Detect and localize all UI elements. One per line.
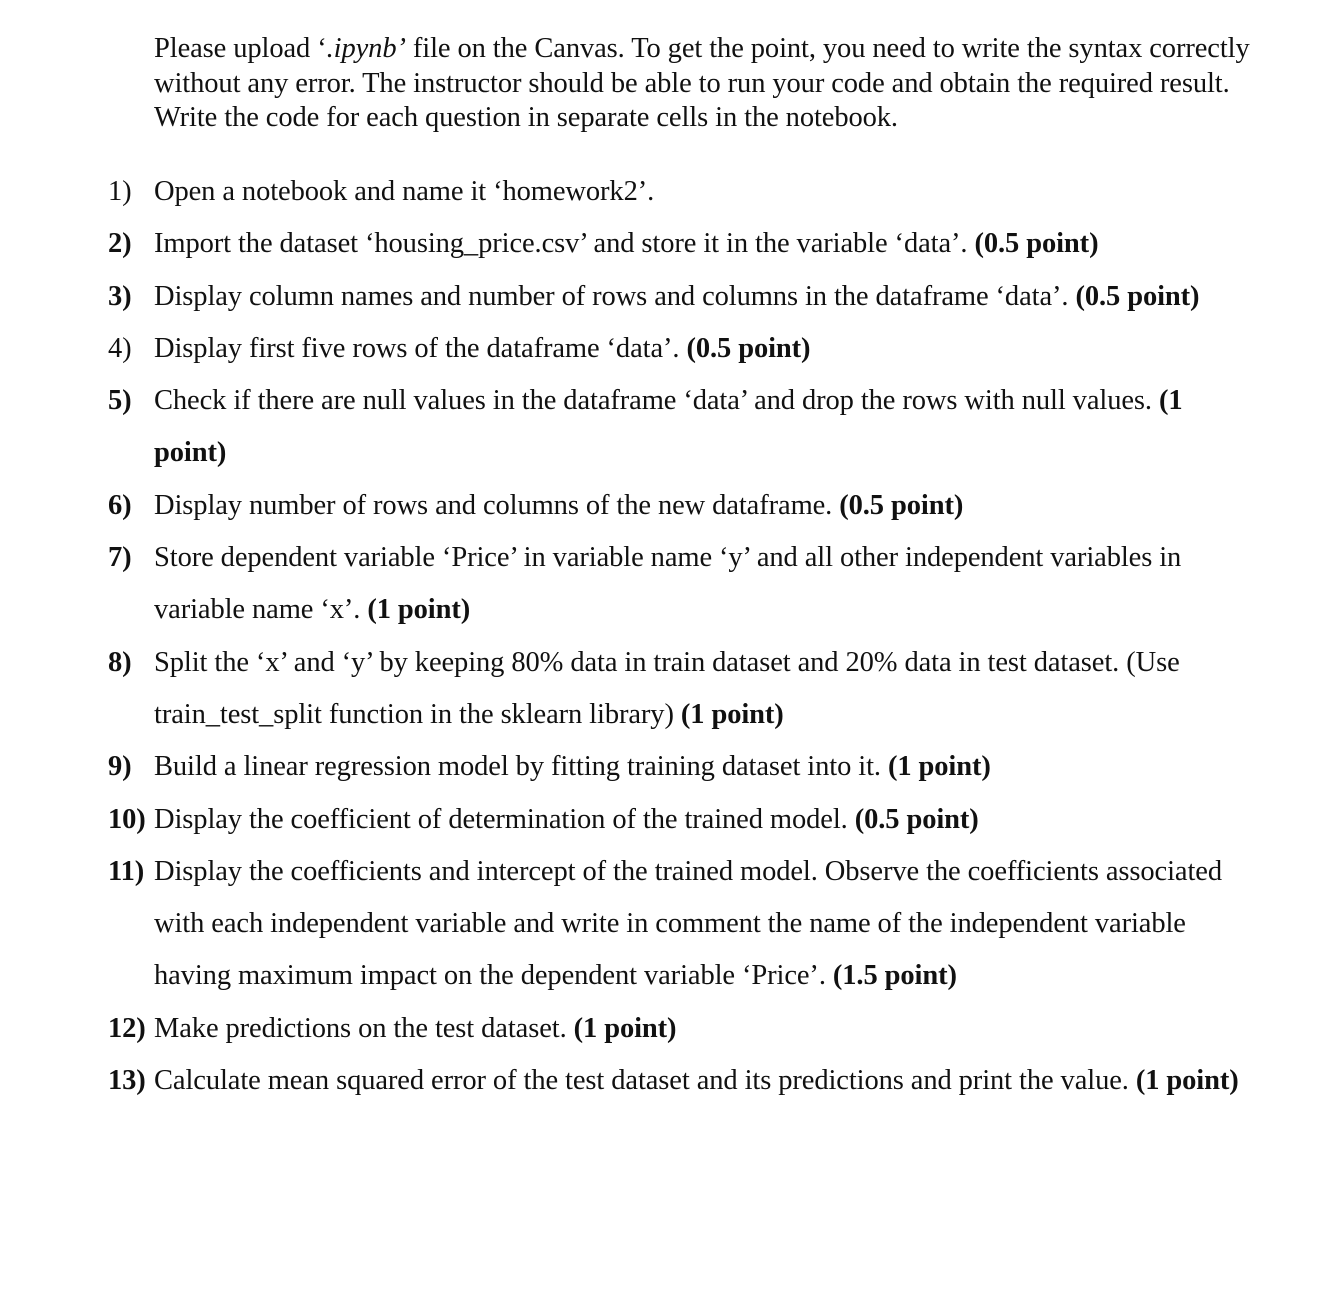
question-text: Check if there are null values in the dataframe ‘data’ and drop the rows with null values. bbox=[154, 385, 1159, 417]
question-text: Display first five rows of the dataframe ‘data’. bbox=[154, 332, 687, 364]
question-item-5 bbox=[0, 375, 1342, 480]
question-text: Display number of rows and columns of the new dataframe. bbox=[154, 489, 840, 521]
question-text: Calculate mean squared error of the test dataset and its predictions and print the value. bbox=[154, 1065, 1136, 1097]
question-item-4 bbox=[0, 323, 1342, 375]
question-item-3 bbox=[0, 271, 1342, 323]
question-points: (0.5 point) bbox=[1075, 280, 1200, 312]
question-number: 1) bbox=[108, 176, 132, 207]
question-number: 13) bbox=[108, 1065, 146, 1097]
question-points: (0.5 point) bbox=[686, 332, 811, 364]
question-text: Make predictions on the test dataset. bbox=[154, 1012, 574, 1044]
question-item-2 bbox=[0, 218, 1342, 270]
question-item-13 bbox=[0, 1055, 1342, 1107]
question-number: 7) bbox=[108, 542, 132, 574]
question-text: Open a notebook and name it ‘homework2’. bbox=[154, 176, 655, 207]
question-text: Display the coefficients and intercept of the trained model. Observe the coefficients associated with each independent variable and write in comment the name of the independent variable having maximum impact on the dependent variable ‘Price’. bbox=[154, 855, 1222, 992]
question-number: 6) bbox=[108, 489, 132, 521]
question-number: 2) bbox=[108, 228, 132, 260]
question-item-6 bbox=[0, 480, 1342, 532]
question-list bbox=[0, 166, 1342, 1107]
instructions-text-rest: file on the Canvas. To get the point, you need to write the syntax correctly without any error. The instructor should be able to run your code and obtain the required result. Write the code for each question in separate cells in the notebook. bbox=[154, 33, 1250, 133]
question-points: (1 point) bbox=[680, 698, 784, 730]
question-points: (0.5 point) bbox=[854, 803, 979, 835]
question-number: 5) bbox=[108, 385, 132, 417]
instructions-text-start: Please upload ‘ bbox=[154, 33, 327, 64]
question-points: (0.5 point) bbox=[839, 489, 964, 521]
question-number: 9) bbox=[108, 751, 132, 783]
question-item-10 bbox=[0, 794, 1342, 846]
question-number: 10) bbox=[108, 803, 146, 835]
question-item-7 bbox=[0, 532, 1342, 637]
question-number: 3) bbox=[108, 280, 132, 312]
question-item-8 bbox=[0, 637, 1342, 742]
question-item-9 bbox=[0, 741, 1342, 793]
question-text: Import the dataset ‘housing_price.csv’ and store it in the variable ‘data’. bbox=[154, 228, 975, 260]
file-extension-text: .ipynb’ bbox=[326, 33, 406, 64]
instructions-paragraph bbox=[154, 32, 1264, 136]
question-item-12 bbox=[0, 1003, 1342, 1055]
question-points: (1 point) bbox=[573, 1012, 677, 1044]
question-item-11 bbox=[0, 846, 1342, 1003]
question-number: 12) bbox=[108, 1012, 146, 1044]
question-number: 8) bbox=[108, 646, 132, 678]
question-points: (1 point) bbox=[367, 594, 471, 626]
question-points: (1.5 point) bbox=[832, 960, 957, 992]
question-points: (1 point) bbox=[1135, 1065, 1239, 1097]
question-text: Split the ‘x’ and ‘y’ by keeping 80% data in train dataset and 20% data in test dataset. (Use train_test_split function in the sklearn library) bbox=[154, 646, 1180, 730]
question-number: 11) bbox=[108, 855, 145, 887]
question-points: (1 point) bbox=[154, 385, 1183, 469]
question-text: Build a linear regression model by fitting training dataset into it. bbox=[154, 751, 888, 783]
question-text: Display the coefficient of determination of the trained model. bbox=[154, 803, 855, 835]
question-points: (0.5 point) bbox=[974, 228, 1099, 260]
question-number: 4) bbox=[108, 332, 132, 364]
question-text: Store dependent variable ‘Price’ in variable name ‘y’ and all other independent variables in variable name ‘x’. bbox=[154, 542, 1182, 626]
question-text: Display column names and number of rows and columns in the dataframe ‘data’. bbox=[154, 280, 1076, 312]
question-item-1 bbox=[0, 166, 1342, 218]
question-points: (1 point) bbox=[887, 751, 991, 783]
